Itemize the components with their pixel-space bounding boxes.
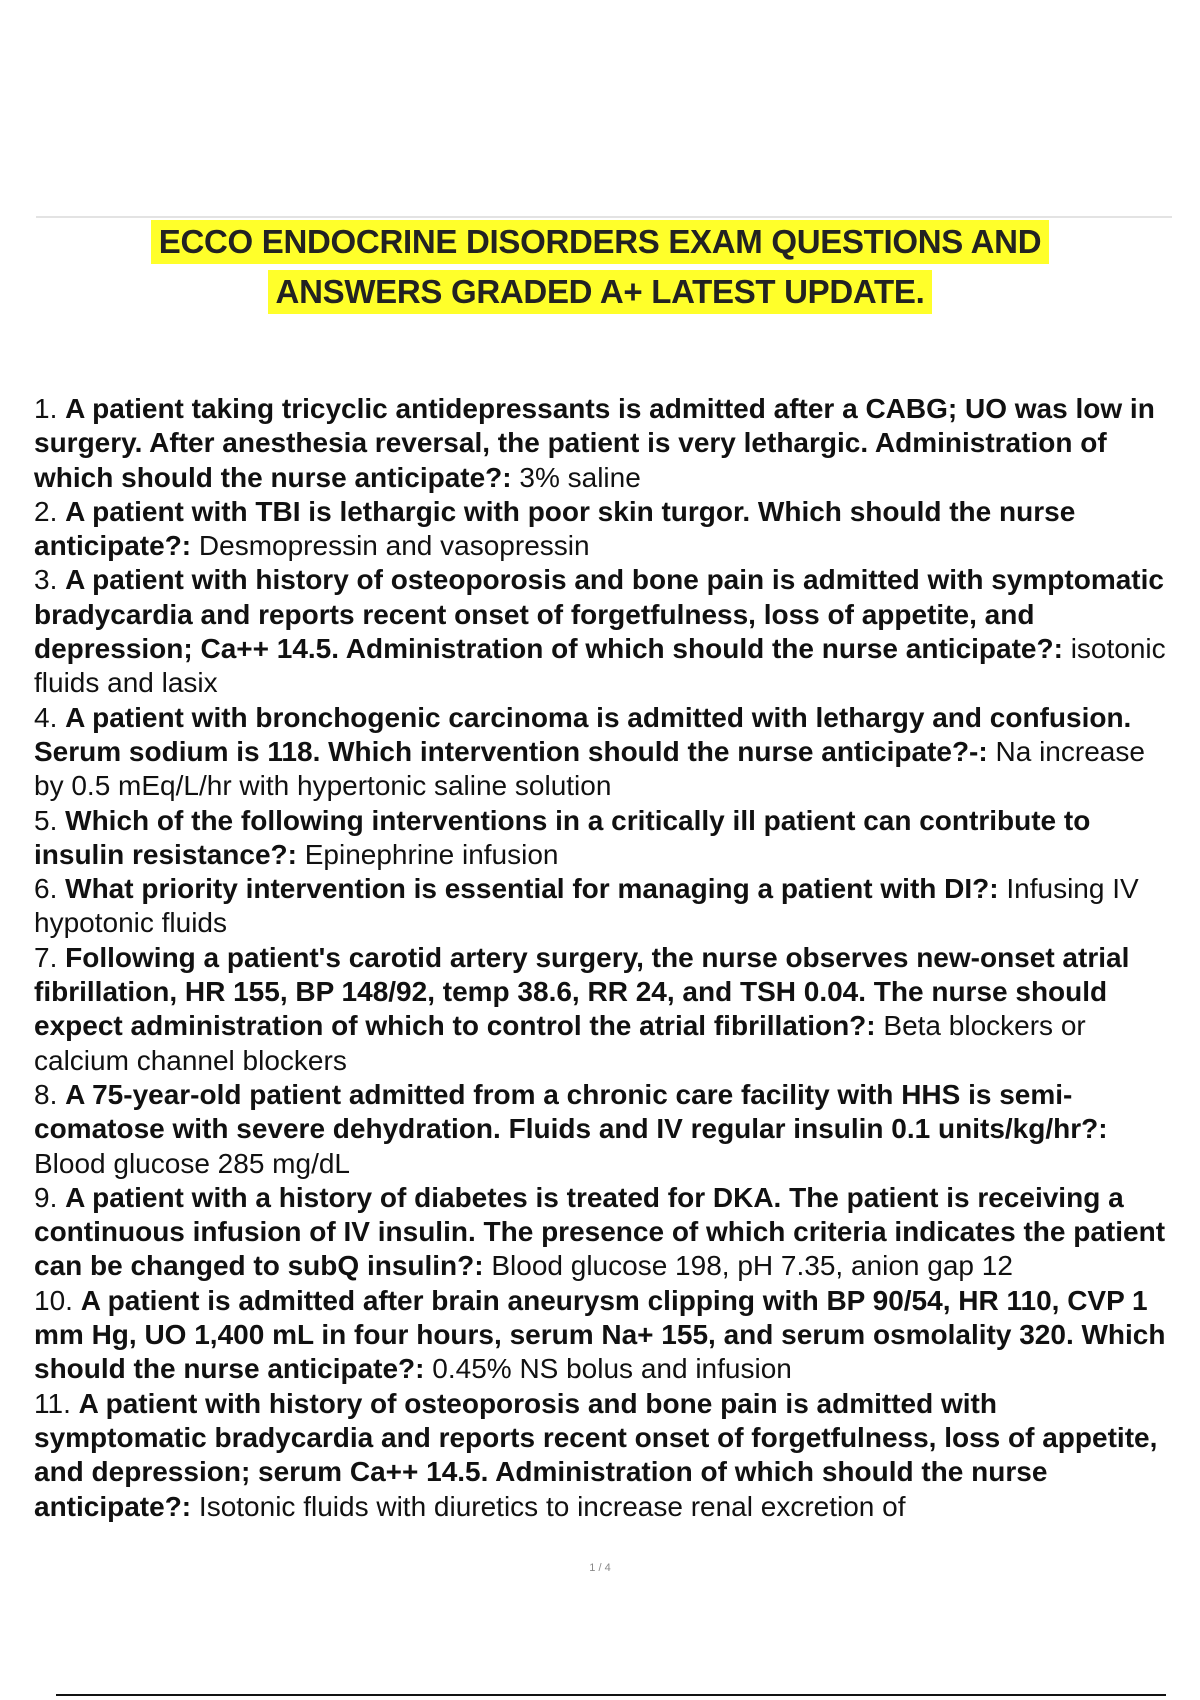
question-text: Following a patient's carotid artery surgery, the nurse observes new-onset atrial fibrillation, HR 155, BP 148/92, temp 38.6, RR 24, and TSH 0.04. The nurse should expect administration of which to control the atrial fibrillation?: xyxy=(34,941,1130,1042)
question-text: A 75-year-old patient admitted from a chronic care facility with HHS is semi-comatose with severe dehydration. Fluids and IV regular insulin 0.1 units/kg/hr?: xyxy=(34,1078,1108,1145)
question-text: Which of the following interventions in a critically ill patient can contribute to insulin resistance?: xyxy=(34,804,1091,870)
list-item xyxy=(34,392,1174,495)
item-number: 4. xyxy=(34,701,58,733)
title-line-1: ECCO ENDOCRINE DISORDERS EXAM QUESTIONS AND xyxy=(151,220,1049,264)
list-item xyxy=(34,1284,1174,1387)
answer-text: 0.45% NS bolus and infusion xyxy=(432,1353,792,1385)
list-item xyxy=(34,1387,1174,1524)
item-number: 6. xyxy=(34,873,58,905)
answer-text: Isotonic fluids with diuretics to increase renal excretion of xyxy=(198,1490,906,1522)
header-divider xyxy=(36,216,1172,218)
answer-text: Beta blockers or calcium channel blockers xyxy=(34,1010,1086,1076)
list-item xyxy=(34,701,1174,804)
title-line-2: ANSWERS GRADED A+ LATEST UPDATE. xyxy=(268,270,933,314)
answer-text: 3% saline xyxy=(519,461,641,493)
item-number: 11. xyxy=(34,1387,71,1419)
answer-text: Na increase by 0.5 mEq/L/hr with hypertonic saline solution xyxy=(34,735,1145,802)
answer-text: Blood glucose 198, pH 7.35, anion gap 12 xyxy=(491,1250,1013,1282)
question-text: A patient with history of osteoporosis and bone pain is admitted with symptomatic bradycardia and reports recent onset of forgetfulness, loss of appetite, and depression; Ca++ 14.5. Administration of which should the nurse anticipate?: xyxy=(34,564,1164,665)
answer-text: Blood glucose 285 mg/dL xyxy=(34,1147,350,1179)
footer-divider xyxy=(56,1694,1166,1696)
item-number: 7. xyxy=(34,941,58,973)
answer-text: Infusing IV hypotonic fluids xyxy=(34,873,1139,939)
list-item xyxy=(34,495,1174,564)
list-item xyxy=(34,804,1174,873)
answer-text: Desmopressin and vasopressin xyxy=(198,530,590,562)
question-text: A patient with history of osteoporosis and bone pain is admitted with symptomatic bradycardia and reports recent onset of forgetfulness, loss of appetite, and depression; serum Ca++ 14.5. Administration of which should the nurse anticipate?: xyxy=(34,1387,1158,1522)
list-item xyxy=(34,941,1174,1078)
question-text: What priority intervention is essential for managing a patient with DI?: xyxy=(65,873,999,905)
question-text: A patient with bronchogenic carcinoma is admitted with lethargy and confusion. Serum sodium is 118. Which intervention should the nurse anticipate?-: xyxy=(34,701,1132,767)
item-number: 8. xyxy=(34,1078,58,1110)
question-text: A patient taking tricyclic antidepressants is admitted after a CABG; UO was low in surgery. After anesthesia reversal, the patient is very lethargic. Administration of which should the nurse anticipate?: xyxy=(34,393,1155,493)
answer-text: Epinephrine infusion xyxy=(304,838,559,870)
answer-text: isotonic fluids and lasix xyxy=(34,633,1166,699)
question-text: A patient with a history of diabetes is treated for DKA. The patient is receiving a continuous infusion of IV insulin. The presence of which criteria indicates the patient can be changed to subQ insulin?: xyxy=(34,1181,1166,1282)
item-number: 3. xyxy=(34,564,58,596)
list-item xyxy=(34,1078,1174,1181)
item-number: 5. xyxy=(34,804,58,836)
question-text: A patient is admitted after brain aneurysm clipping with BP 90/54, HR 110, CVP 1 mm Hg, UO 1,400 mL in four hours, serum Na+ 155, and serum osmolality 320. Which should the nurse anticipate?: xyxy=(34,1284,1166,1385)
list-item xyxy=(34,563,1174,700)
item-number: 9. xyxy=(34,1181,58,1213)
list-item xyxy=(34,1181,1174,1284)
item-number: 10. xyxy=(34,1284,73,1316)
document-title xyxy=(0,220,1200,320)
question-answer-list xyxy=(34,392,1174,1524)
item-number: 1. xyxy=(34,393,58,424)
question-text: A patient with TBI is lethargic with poor skin turgor. Which should the nurse anticipate?: xyxy=(34,495,1076,562)
list-item xyxy=(34,872,1174,941)
item-number: 2. xyxy=(34,495,58,527)
page-number: 1 / 4 xyxy=(589,1562,611,1574)
